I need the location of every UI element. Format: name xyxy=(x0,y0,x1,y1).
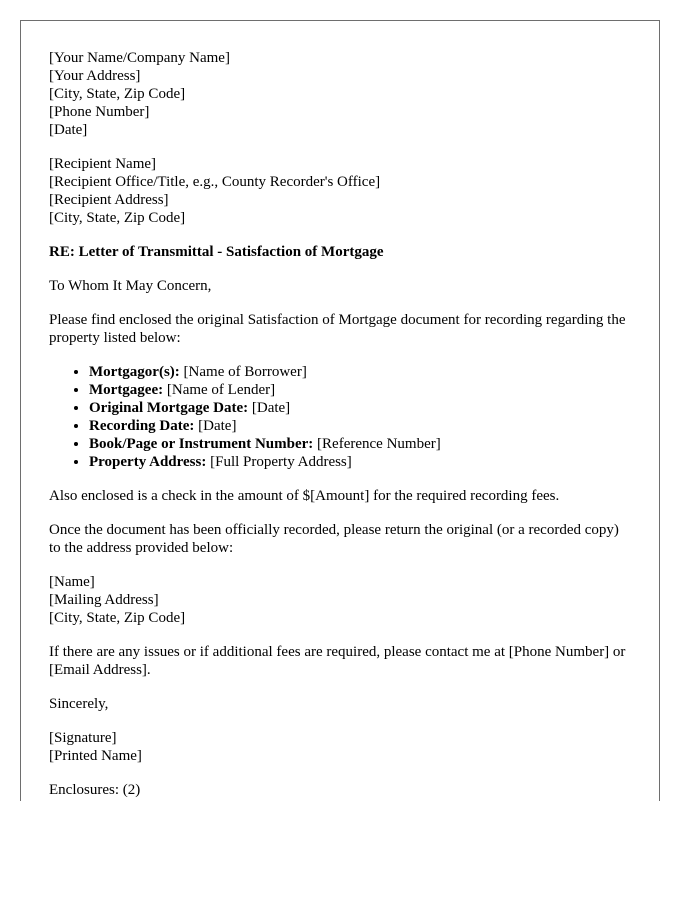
printed-name: [Printed Name] xyxy=(49,748,142,764)
sender-block xyxy=(49,49,629,139)
recipient-address: [Recipient Address] xyxy=(49,192,169,208)
return-mailing-address: [Mailing Address] xyxy=(49,592,159,608)
recipient-office: [Recipient Office/Title, e.g., County Recorder's Office] xyxy=(49,174,381,190)
return-name: [Name] xyxy=(49,574,95,590)
enclosures: Enclosures: (2) xyxy=(49,782,141,798)
detail-item-book-page xyxy=(89,435,629,453)
return-city-state-zip: [City, State, Zip Code] xyxy=(49,610,186,626)
recipient-block xyxy=(49,155,629,227)
sender-phone: [Phone Number] xyxy=(49,104,150,120)
intro-paragraph: Please find enclosed the original Satisfaction of Mortgage document for recording regarding the property listed below: xyxy=(49,312,626,346)
signature-block xyxy=(49,729,629,765)
return-address-block xyxy=(49,573,629,627)
detail-value: [Name of Borrower] xyxy=(179,364,307,380)
detail-item-mortgagor xyxy=(89,363,629,381)
detail-label: Original Mortgage Date: xyxy=(89,400,249,416)
detail-item-property-address xyxy=(89,453,629,471)
detail-item-original-mortgage-date xyxy=(89,399,629,417)
property-details-list xyxy=(49,363,629,471)
closing: Sincerely, xyxy=(49,696,109,712)
sender-address: [Your Address] xyxy=(49,68,141,84)
detail-item-recording-date xyxy=(89,417,629,435)
return-paragraph: Once the document has been officially recorded, please return the original (or a recorded copy) to the address provided below: xyxy=(49,522,619,556)
detail-value: [Name of Lender] xyxy=(163,382,276,398)
detail-label: Property Address: xyxy=(89,454,207,470)
detail-value: [Full Property Address] xyxy=(206,454,352,470)
sender-city-state-zip: [City, State, Zip Code] xyxy=(49,86,186,102)
detail-label: Book/Page or Instrument Number: xyxy=(89,436,314,452)
subject-line: RE: Letter of Transmittal - Satisfaction of Mortgage xyxy=(49,244,384,260)
salutation: To Whom It May Concern, xyxy=(49,278,212,294)
letter-content xyxy=(49,49,629,815)
sender-name: [Your Name/Company Name] xyxy=(49,50,230,66)
recipient-name: [Recipient Name] xyxy=(49,156,157,172)
detail-value: [Reference Number] xyxy=(313,436,441,452)
detail-item-mortgagee xyxy=(89,381,629,399)
detail-value: [Date] xyxy=(248,400,291,416)
recipient-city-state-zip: [City, State, Zip Code] xyxy=(49,210,186,226)
fees-paragraph: Also enclosed is a check in the amount of $[Amount] for the required recording fees. xyxy=(49,488,560,504)
contact-paragraph: If there are any issues or if additional fees are required, please contact me at [Phone Number] or [Email Address]. xyxy=(49,644,626,678)
detail-value: [Date] xyxy=(194,418,237,434)
detail-label: Recording Date: xyxy=(89,418,195,434)
detail-label: Mortgagee: xyxy=(89,382,164,398)
letter-page xyxy=(20,20,660,801)
signature: [Signature] xyxy=(49,730,117,746)
letter-date: [Date] xyxy=(49,122,88,138)
detail-label: Mortgagor(s): xyxy=(89,364,180,380)
